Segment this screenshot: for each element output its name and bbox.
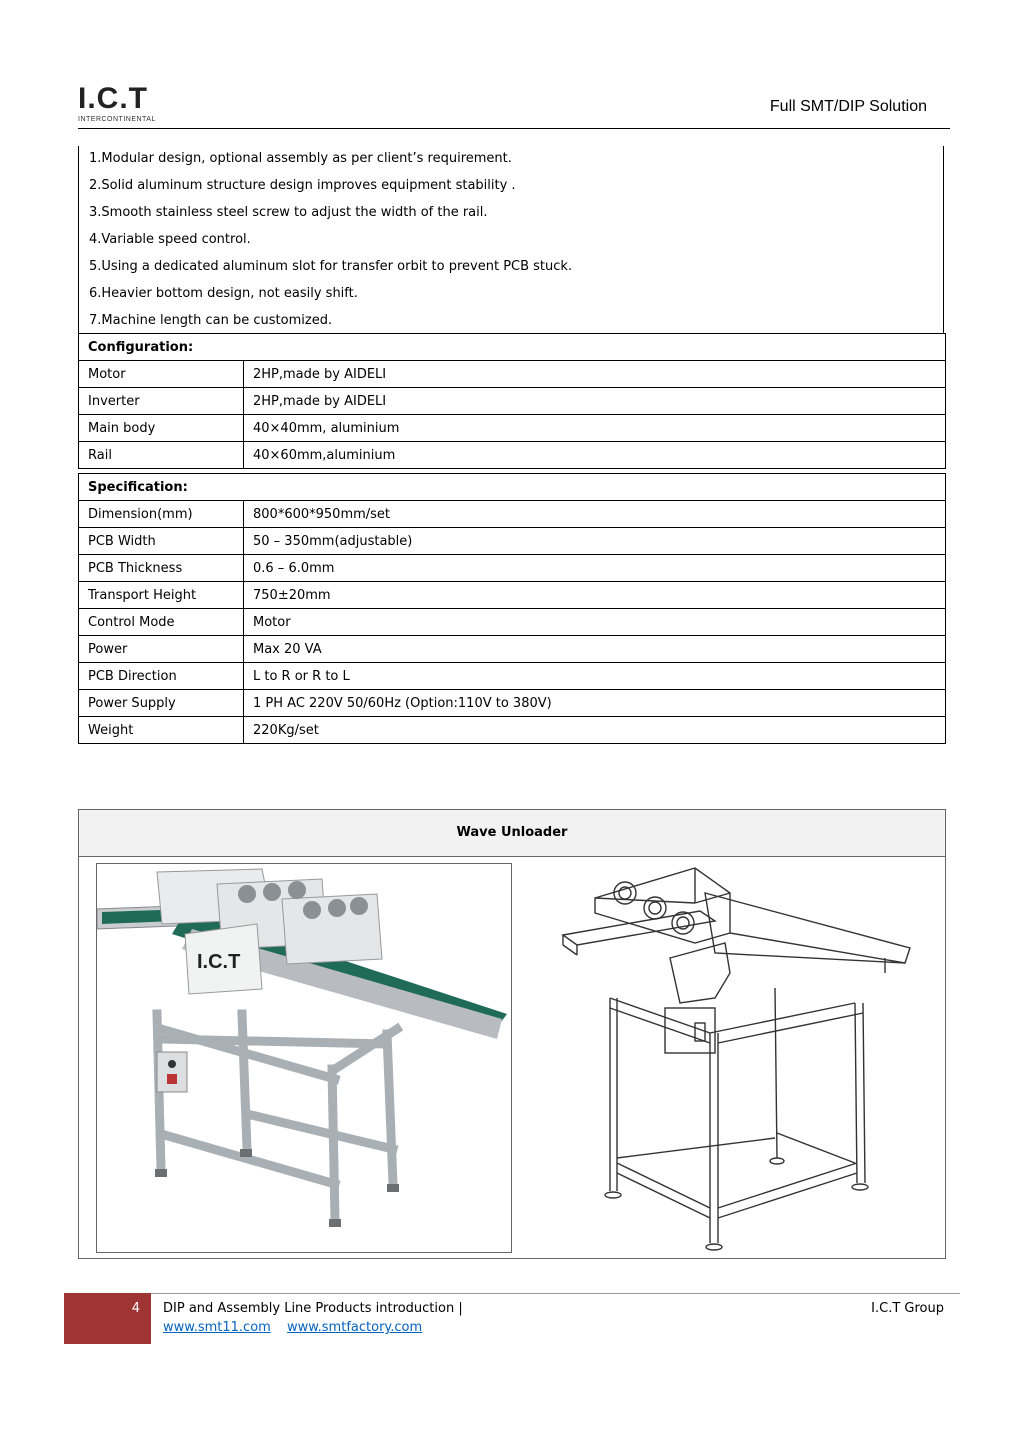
- row-value: 40×60mm,aluminium: [244, 442, 946, 469]
- feature-item: 4.Variable speed control.: [89, 232, 251, 247]
- row-value: 750±20mm: [244, 582, 946, 609]
- photo-logo: I.C.T: [197, 951, 241, 973]
- row-value: 2HP,made by AIDELI: [244, 361, 946, 388]
- feature-item: 7.Machine length can be customized.: [89, 313, 333, 328]
- row-value: L to R or R to L: [244, 663, 946, 690]
- row-label: Weight: [79, 717, 244, 744]
- row-label: Rail: [79, 442, 244, 469]
- table-row: [79, 663, 946, 690]
- row-value: 0.6 – 6.0mm: [244, 555, 946, 582]
- footer-link-smt11[interactable]: www.smt11.com: [163, 1320, 271, 1335]
- row-value: 1 PH AC 220V 50/60Hz (Option:110V to 380V): [244, 690, 946, 717]
- row-label: PCB Direction: [79, 663, 244, 690]
- row-value: 2HP,made by AIDELI: [244, 388, 946, 415]
- specification-table: [78, 473, 946, 744]
- feature-item: 5.Using a dedicated aluminum slot for transfer orbit to prevent PCB stuck.: [89, 259, 573, 274]
- row-label: PCB Thickness: [79, 555, 244, 582]
- row-value: 40×40mm, aluminium: [244, 415, 946, 442]
- row-value: 220Kg/set: [244, 717, 946, 744]
- table-row: [79, 361, 946, 388]
- table-row: [79, 415, 946, 442]
- row-label: Motor: [79, 361, 244, 388]
- features-list: [78, 146, 944, 333]
- table-row: [79, 636, 946, 663]
- footer-title: DIP and Assembly Line Products introduction |: [163, 1301, 463, 1316]
- product-panel: [78, 809, 946, 1259]
- configuration-table: [78, 333, 946, 469]
- table-row: [79, 690, 946, 717]
- table-row: [79, 555, 946, 582]
- table-row: [79, 501, 946, 528]
- row-label: PCB Width: [79, 528, 244, 555]
- page-number: 4: [131, 1301, 140, 1316]
- table-row: [79, 582, 946, 609]
- table-row: [79, 717, 946, 744]
- feature-item: 6.Heavier bottom design, not easily shift.: [89, 286, 358, 301]
- product-title: Wave Unloader: [79, 810, 945, 857]
- product-photo: [96, 863, 512, 1253]
- specification-heading: Specification:: [79, 474, 946, 501]
- table-row: [79, 528, 946, 555]
- product-line-drawing: [555, 863, 915, 1253]
- footer-link-smtfactory[interactable]: www.smtfactory.com: [286, 1320, 423, 1335]
- row-value: 50 – 350mm(adjustable): [244, 528, 946, 555]
- footer-links: [163, 1320, 434, 1335]
- footer-divider: [150, 1293, 960, 1294]
- row-label: Dimension(mm): [79, 501, 244, 528]
- configuration-heading: Configuration:: [79, 334, 946, 361]
- footer-company: I.C.T Group: [871, 1301, 944, 1316]
- company-logo: [78, 84, 178, 126]
- header-tagline: Full SMT/DIP Solution: [769, 98, 927, 115]
- logo-text: I.C.T: [78, 82, 148, 115]
- row-label: Main body: [79, 415, 244, 442]
- row-value: Max 20 VA: [244, 636, 946, 663]
- header-divider: [78, 128, 950, 129]
- table-row: [79, 609, 946, 636]
- feature-item: 3.Smooth stainless steel screw to adjust the width of the rail.: [89, 205, 488, 220]
- row-value: 800*600*950mm/set: [244, 501, 946, 528]
- table-row: [79, 442, 946, 469]
- feature-item: 1.Modular design, optional assembly as per client’s requirement.: [89, 151, 512, 166]
- row-label: Power Supply: [79, 690, 244, 717]
- row-label: Power: [79, 636, 244, 663]
- logo-subtext: INTERCONTINENTAL: [78, 116, 156, 123]
- row-value: Motor: [244, 609, 946, 636]
- row-label: Transport Height: [79, 582, 244, 609]
- feature-item: 2.Solid aluminum structure design improves equipment stability .: [89, 178, 516, 193]
- row-label: Inverter: [79, 388, 244, 415]
- table-row: [79, 388, 946, 415]
- row-label: Control Mode: [79, 609, 244, 636]
